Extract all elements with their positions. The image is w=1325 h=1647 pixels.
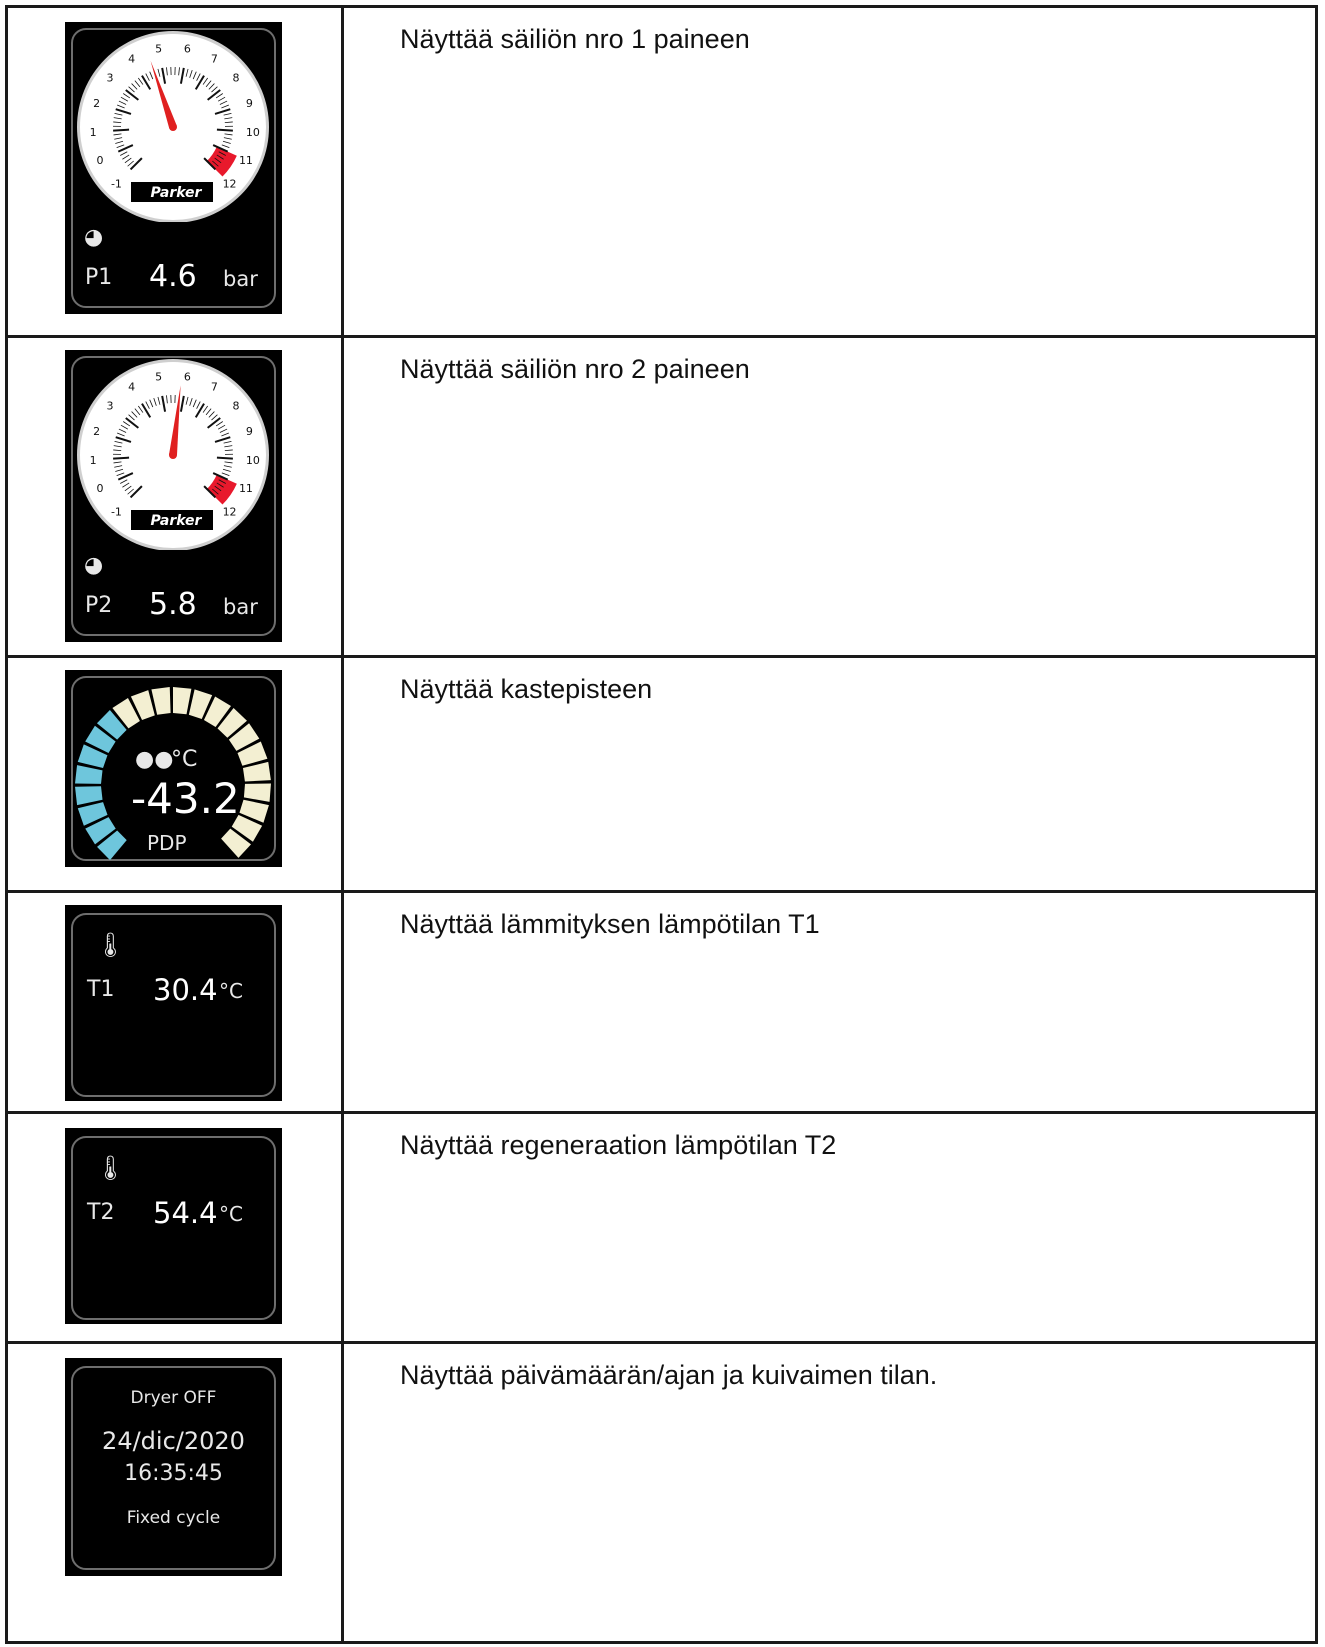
- widget-cell: [7, 7, 343, 337]
- gauge-icon: ◕: [84, 553, 104, 578]
- pressure-unit: bar: [223, 595, 258, 619]
- table-row: [7, 1113, 1317, 1343]
- gauge-dial: [65, 22, 282, 222]
- date-display: 24/dic/2020: [102, 1427, 245, 1455]
- arc-segment: [244, 783, 271, 801]
- dewpoint-label: PDP: [147, 831, 187, 855]
- scale-label: 2: [93, 425, 101, 439]
- widget-cell: [7, 657, 343, 892]
- scale-label: 8: [232, 399, 240, 413]
- brand-logo: Parker: [150, 185, 202, 201]
- arc-segment: [75, 765, 102, 784]
- widget-cell: [7, 892, 343, 1113]
- dewpoint-value: -43.2: [131, 774, 240, 823]
- arc-segment: [75, 786, 103, 805]
- scale-label: 3: [106, 399, 114, 413]
- dial-tick: [217, 458, 233, 459]
- table-row: [7, 337, 1317, 657]
- scale-label: 9: [245, 425, 253, 439]
- gauge-icon: ◕: [84, 225, 104, 250]
- scale-label: 8: [232, 71, 240, 85]
- scale-label: 11: [238, 481, 253, 495]
- description-text: Näyttää säiliön nro 2 paineen: [400, 354, 750, 384]
- scale-label: 0: [96, 153, 104, 167]
- description-cell: [343, 337, 1317, 657]
- description-text: Näyttää kastepisteen: [400, 674, 653, 704]
- scale-label: 1: [89, 125, 97, 139]
- description-text: Näyttää säiliön nro 1 paineen: [400, 24, 750, 54]
- description-cell: [343, 1343, 1317, 1643]
- time-display: 16:35:45: [124, 1461, 223, 1486]
- droplets-icon: ●●: [135, 747, 174, 772]
- scale-label: 6: [183, 42, 191, 56]
- dewpoint-widget: [65, 670, 282, 867]
- scale-label: 5: [155, 370, 163, 384]
- description-cell: [343, 657, 1317, 892]
- gauge-dial: [65, 350, 282, 550]
- temperature-unit: °C: [219, 1202, 243, 1226]
- table-row: [7, 1343, 1317, 1643]
- scale-label: 1: [89, 453, 97, 467]
- description-text: Näyttää lämmityksen lämpötilan T1: [400, 909, 820, 939]
- description-text: Näyttää päivämäärän/ajan ja kuivaimen tilan.: [400, 1360, 938, 1390]
- needle-hub: [169, 123, 177, 131]
- temperature-value: 54.4: [153, 1196, 218, 1230]
- dewpoint-unit: °C: [171, 747, 198, 772]
- description-cell: [343, 7, 1317, 337]
- widget-cell: [7, 337, 343, 657]
- scale-label: 6: [183, 370, 191, 384]
- widget-cell: [7, 1113, 343, 1343]
- dial-tick: [113, 130, 129, 131]
- dial-tick: [113, 458, 129, 459]
- widget-cell: [7, 1343, 343, 1643]
- scale-label: 3: [106, 71, 114, 85]
- scale-label: 12: [222, 505, 237, 519]
- status-widget: [65, 1358, 282, 1576]
- scale-label: 10: [245, 125, 260, 139]
- description-cell: [343, 892, 1317, 1113]
- thermometer-icon: 🌡: [95, 931, 126, 959]
- scale-label: 7: [210, 380, 218, 394]
- scale-label: 5: [155, 42, 163, 56]
- arc-segment: [243, 762, 271, 782]
- pressure-gauge-p2: [65, 350, 282, 642]
- scale-label: 9: [245, 97, 253, 111]
- table-row: [7, 7, 1317, 337]
- description-cell: [343, 1113, 1317, 1343]
- scale-label: -1: [110, 505, 122, 519]
- temperature-unit: °C: [219, 979, 243, 1003]
- info-table: [5, 5, 1318, 1644]
- needle-hub: [169, 451, 177, 459]
- scale-label: 2: [93, 97, 101, 111]
- temperature-label: T1: [87, 977, 115, 1002]
- temperature-t2: [65, 1128, 282, 1324]
- scale-label: 10: [245, 453, 260, 467]
- scale-label: 7: [210, 52, 218, 66]
- pressure-unit: bar: [223, 267, 258, 291]
- arc-segment: [151, 687, 170, 715]
- pressure-gauge-p1: [65, 22, 282, 314]
- arc-segment: [173, 687, 191, 714]
- thermometer-icon: 🌡: [95, 1154, 126, 1182]
- temperature-label: T2: [87, 1200, 115, 1225]
- temperature-value: 30.4: [153, 973, 218, 1007]
- pressure-label: P2: [85, 593, 113, 618]
- brand-logo: Parker: [150, 513, 202, 529]
- dryer-status: Dryer OFF: [130, 1388, 217, 1408]
- scale-label: 12: [222, 177, 237, 191]
- pressure-value: 4.6: [149, 259, 197, 294]
- cycle-mode: Fixed cycle: [126, 1508, 221, 1528]
- temperature-t1: [65, 905, 282, 1101]
- table-row: [7, 892, 1317, 1113]
- scale-label: 0: [96, 481, 104, 495]
- scale-label: 4: [128, 52, 136, 66]
- pressure-value: 5.8: [149, 587, 197, 622]
- dial-tick: [217, 130, 233, 131]
- scale-label: 4: [128, 380, 136, 394]
- pressure-label: P1: [85, 265, 113, 290]
- description-text: Näyttää regeneraation lämpötilan T2: [400, 1130, 837, 1160]
- table-row: [7, 657, 1317, 892]
- scale-label: 11: [238, 153, 253, 167]
- scale-label: -1: [110, 177, 122, 191]
